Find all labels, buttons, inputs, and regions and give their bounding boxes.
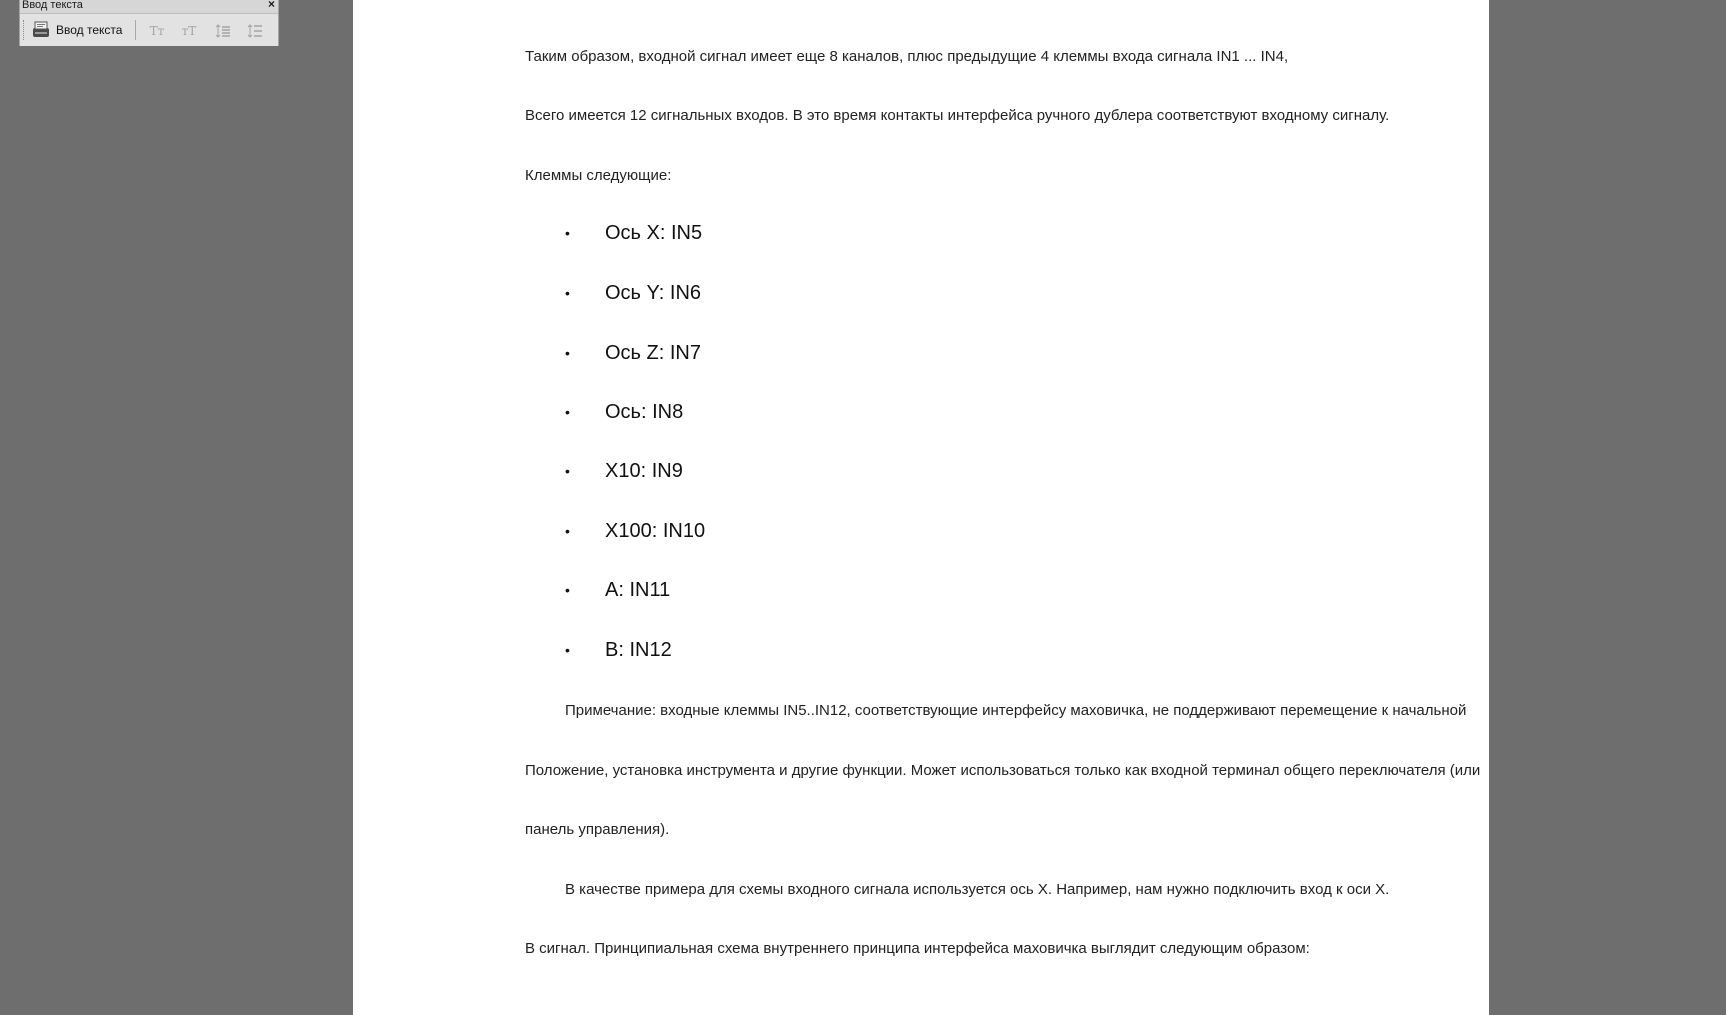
list-item [353,459,753,483]
bullet-icon: • [565,582,570,598]
decrease-line-spacing-button[interactable] [212,22,234,40]
paragraph-example-line1: В качестве примера для схемы входного сигнала используется ось X. Например, нам нужно подключить вход к оси X. [565,881,1390,898]
list-item-text: Ось Y: IN6 [605,282,702,304]
bullet-icon: • [565,523,570,539]
paragraph-example-line2: В сигнал. Принципиальная схема внутреннего принципа интерфейса маховичка выглядит следующим образом: [525,940,1310,957]
bullet-icon: • [565,404,570,420]
paragraph-signal-inputs: Всего имеется 12 сигнальных входов. В это время контакты интерфейса ручного дублера соответствуют входному сигналу. [525,107,1390,124]
bullet-icon: • [565,225,570,241]
bullet-icon: • [565,345,570,361]
toolbar-separator [135,20,136,40]
text-input-toolbar [19,0,279,46]
list-item-text: Ось: IN8 [605,401,684,423]
list-item [353,578,753,602]
decrease-font-size-button[interactable] [146,22,168,40]
text-input-tool-label: Ввод текста [56,23,123,37]
increase-font-size-button[interactable] [178,22,200,40]
close-icon[interactable]: × [267,0,275,11]
bullet-icon: • [565,463,570,479]
increase-font-size-icon: тT [181,24,197,38]
list-item-text: Ось X: IN5 [605,222,703,244]
list-item [353,638,753,662]
list-item [353,519,753,543]
increase-line-spacing-button[interactable] [244,22,266,40]
list-item [353,221,753,245]
list-item [353,400,753,424]
paragraph-signal-channels: Таким образом, входной сигнал имеет еще 8 каналов, плюс предыдущие 4 клеммы входа сигнала IN1 ... IN4, [525,48,1289,65]
increase-line-spacing-icon [247,24,263,38]
list-item [353,281,753,305]
toolbar-titlebar[interactable] [20,0,278,11]
toolbar-grip-handle[interactable] [23,20,26,40]
list-item-text: B: IN12 [605,639,672,661]
list-item-text: X10: IN9 [605,460,683,482]
paragraph-note-line2: Положение, установка инструмента и другие функции. Может использоваться только как входной терминал общего переключателя (или [525,762,1481,779]
paragraph-note-line3: панель управления). [525,821,670,838]
bullet-icon: • [565,285,570,301]
toolbar-title: Ввод текста [22,0,83,11]
paragraph-note-line1: Примечание: входные клеммы IN5..IN12, соответствующие интерфейсу маховичка, не поддерживают перемещение к начальной [565,702,1467,719]
list-item-text: A: IN11 [605,579,671,601]
list-item-text: X100: IN10 [605,520,706,542]
list-item [353,341,753,365]
text-input-tool-button[interactable] [30,18,122,42]
decrease-font-size-icon: Tт [149,24,165,38]
typewriter-icon [30,19,52,41]
list-item-text: Ось Z: IN7 [605,342,701,364]
bullet-icon: • [565,642,570,658]
toolbar-body [20,13,278,46]
paragraph-terminals-heading: Клеммы следующие: [525,167,672,184]
document-page [353,0,1489,1015]
decrease-line-spacing-icon [215,24,231,38]
